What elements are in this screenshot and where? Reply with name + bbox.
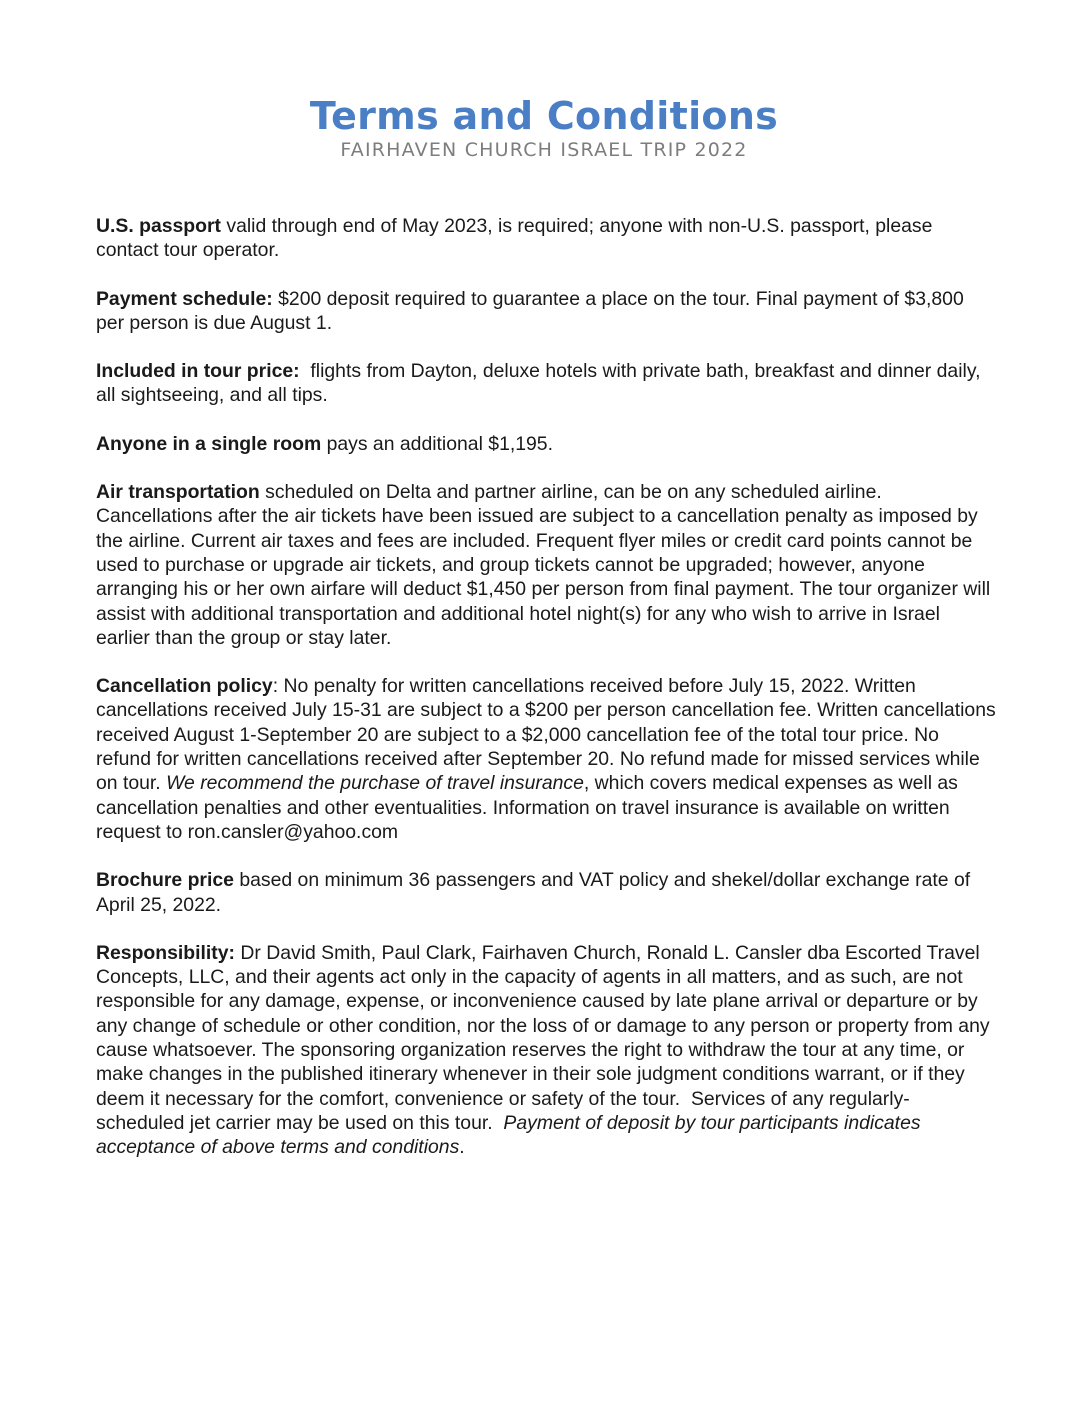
page-subtitle: FAIRHAVEN CHURCH ISRAEL TRIP 2022 (340, 139, 748, 161)
deposit-acceptance-note: Payment of deposit by tour participants indicates acceptance of above terms and conditions (96, 1111, 921, 1159)
insurance-recommendation: We recommend the purchase of travel insurance (166, 772, 584, 795)
cancellation-policy-label: Cancellation policy (96, 675, 273, 698)
responsibility-paragraph (96, 941, 996, 1160)
cancellation-policy-text-after: , which covers medical expenses as well as cancellation penalties and other eventualities. Information on travel insurance is available on written request to ron.cansler@yahoo.com (96, 772, 958, 843)
payment-schedule-label: Payment schedule: (96, 287, 273, 310)
included-price-paragraph (96, 359, 996, 408)
document-header (0, 94, 1088, 162)
passport-label: U.S. passport (96, 215, 221, 237)
cancellation-policy-paragraph (96, 674, 996, 844)
cancellation-policy-text: : No penalty for written cancellations received before July 15, 2022. Written cancellations received July 15-31 are subject to a $200 per person cancellation fee. Written cancellations received August 1-September 20 are subject to a $2,000 cancellation fee of the total tour price. No refund for written cancellations received after September 20. No refund made for missed services while on tour. (96, 675, 996, 795)
included-price-label: Included in tour price: (96, 360, 300, 383)
responsibility-text: Dr David Smith, Paul Clark, Fairhaven Church, Ronald L. Cansler dba Escorted Travel Concepts, LLC, and their agents act only in the capacity of agents in all matters, and as such, are not responsible for any damage, expense, or inconvenience caused by late plane arrival or departure or by any change of schedule or other condition, nor the loss of or damage to any person or property from any cause whatsoever. The sponsoring organization reserves the right to withdraw the tour at any time, or make changes in the published itinerary whenever in their sole judgment conditions warrant, or if they deem it necessary for the comfort, convenience or safety of the tour. Services of any regularly-scheduled jet carrier may be used on this tour. (96, 941, 995, 1134)
air-transportation-text: scheduled on Delta and partner airline, can be on any scheduled airline. Cancellations after the air tickets have been issued are subject to a cancellation penalty as imposed by the airline. Current air taxes and fees are included. Frequent flyer miles or credit card points cannot be used to purchase or upgrade air tickets, and group tickets cannot be upgraded; however, anyone arranging his or her own airfare will deduct $1,450 per person from final payment. The tour organizer will assist with additional transportation and additional hotel night(s) for any who wish to arrive in Israel earlier than the group or stay later. (96, 481, 991, 649)
passport-text: valid through end of May 2023, is required; anyone with non-U.S. passport, please contact tour operator. (96, 215, 933, 262)
brochure-price-paragraph (96, 868, 996, 917)
single-room-label: Anyone in a single room (96, 432, 322, 455)
brochure-price-label: Brochure price (96, 869, 234, 892)
air-transportation-label: Air transportation (96, 481, 260, 504)
responsibility-label: Responsibility: (96, 941, 235, 964)
page-title: Terms and Conditions (309, 94, 779, 138)
included-price-text: flights from Dayton, deluxe hotels with private bath, breakfast and dinner daily, all sightseeing, and all tips. (96, 360, 986, 407)
brochure-price-text: based on minimum 36 passengers and VAT policy and shekel/dollar exchange rate of April 25, 2022. (96, 869, 971, 916)
responsibility-text-after: . (459, 1136, 465, 1159)
payment-schedule-text: $200 deposit required to guarantee a place on the tour. Final payment of $3,800 per person is due August 1. (96, 287, 964, 334)
single-room-text: pays an additional $1,195. (321, 432, 553, 455)
air-transportation-paragraph (96, 480, 996, 650)
payment-schedule-paragraph (96, 287, 996, 336)
passport-paragraph (96, 214, 996, 263)
single-room-paragraph (96, 432, 996, 456)
terms-body (96, 214, 996, 1184)
